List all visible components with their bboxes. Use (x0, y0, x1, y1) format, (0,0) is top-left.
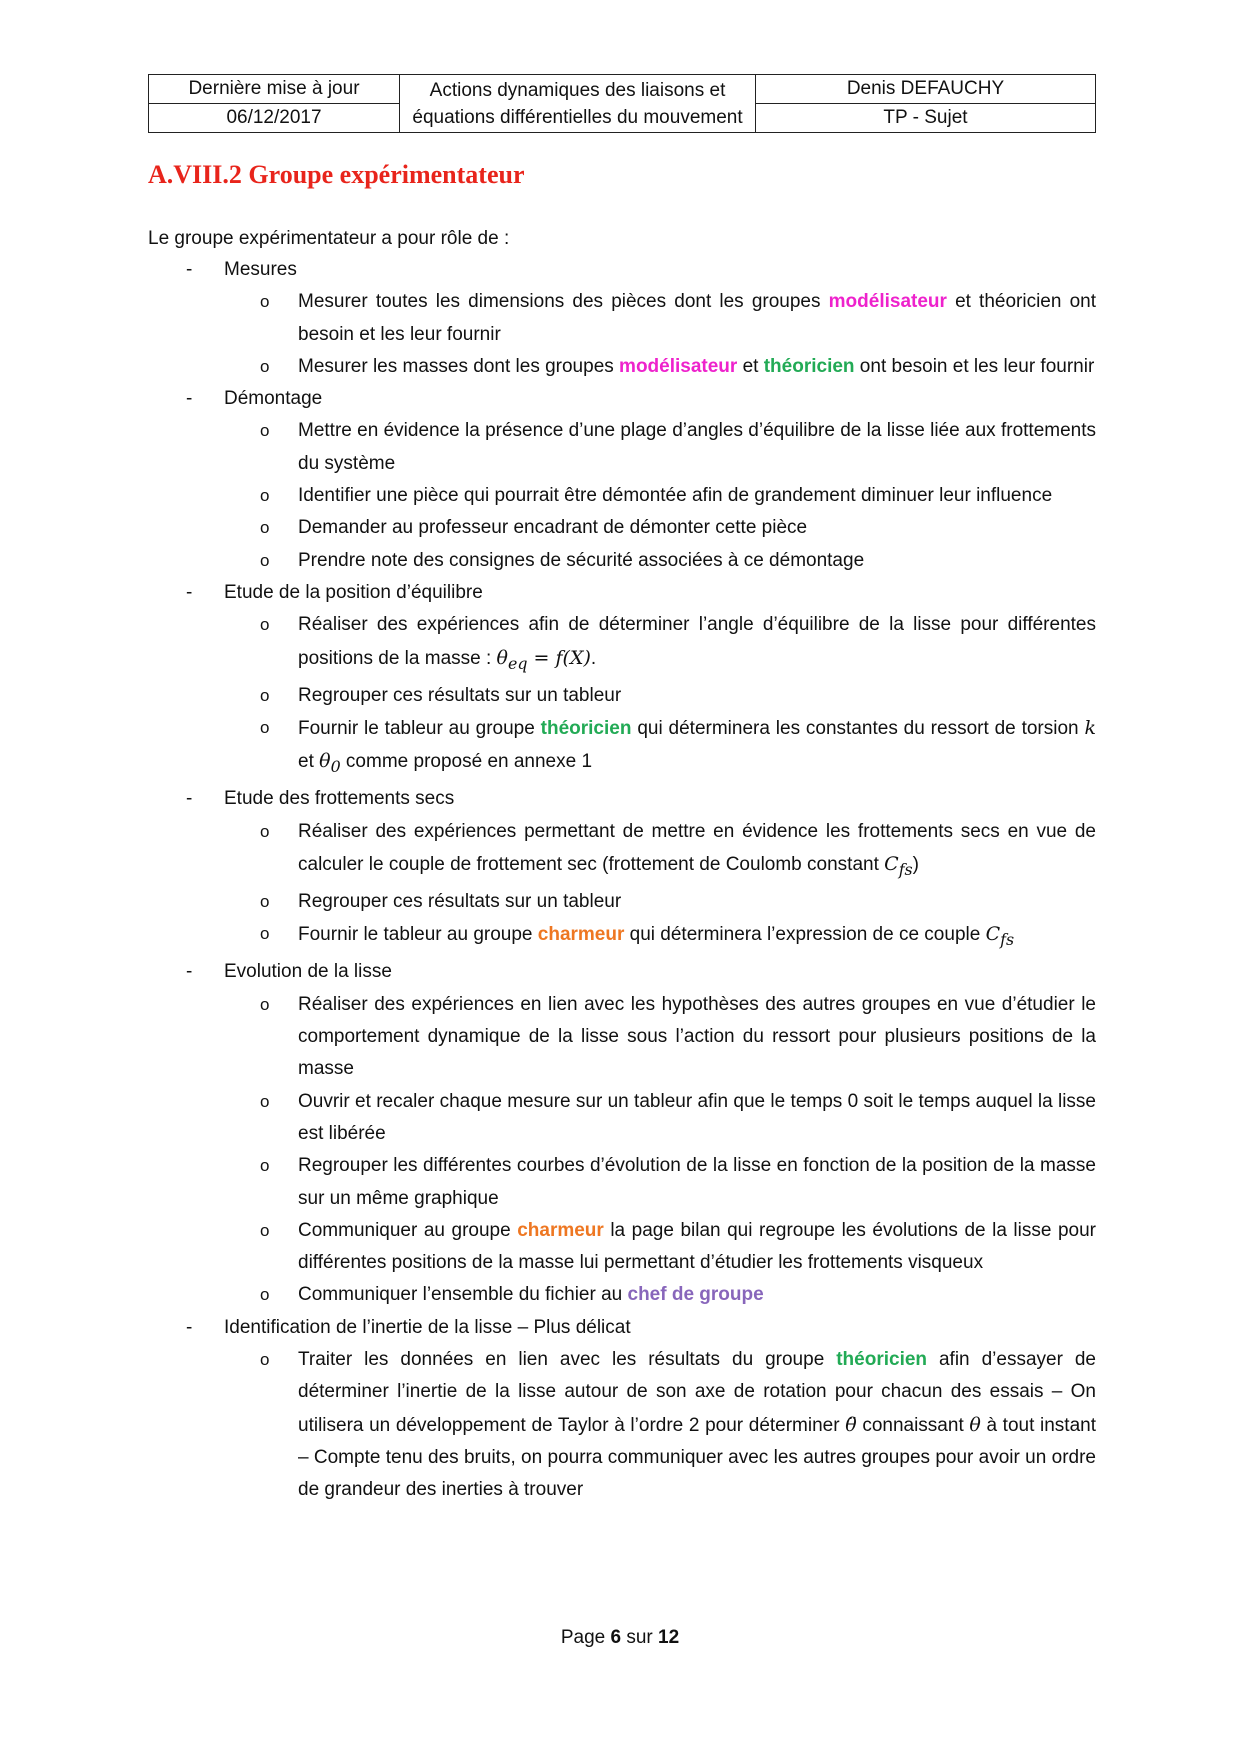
math-symbol: θ̈ (845, 1413, 857, 1436)
topic (148, 783, 1096, 815)
list-item (148, 918, 1096, 956)
last-update-date: 06/12/2017 (149, 104, 400, 133)
bullet-circle-icon: o (260, 994, 270, 1014)
item-text: afin d’essayer de déterminer l’inertie de la lisse autour de son axe de rotation pour chacun des essais – On utilisera un développement de Taylor à l’ordre 2 pour déterminer (298, 1348, 1096, 1436)
item-text: Regrouper ces résultats sur un tableur (298, 684, 622, 706)
math-symbol: = f(X) (527, 646, 591, 669)
bullet-circle-icon: o (260, 550, 270, 570)
math-symbol: θ (319, 750, 331, 773)
item-text: Identifier une pièce qui pourrait être démontée afin de grandement diminuer leur influence (298, 485, 1053, 507)
total-pages: 12 (658, 1627, 680, 1648)
math-symbol: θ (496, 646, 508, 669)
task-list (148, 254, 1096, 1506)
math-symbol: θ (969, 1413, 981, 1436)
topic-dash-marker: - (186, 788, 193, 810)
list-item (148, 1279, 1096, 1311)
list-item (148, 480, 1096, 512)
bullet-circle-icon: o (260, 356, 270, 376)
document-title (400, 75, 756, 133)
topic-title: Etude des frottements secs (224, 788, 455, 810)
item-text: et (737, 355, 764, 377)
group-name-highlight: charmeur (517, 1219, 604, 1241)
bullet-circle-icon: o (260, 1220, 270, 1240)
section-title: A.VIII.2 Groupe expérimentateur (148, 160, 525, 189)
list-item (148, 286, 1096, 351)
list-item (148, 816, 1096, 886)
list-item (148, 1150, 1096, 1215)
bullet-circle-icon: o (260, 1091, 270, 1111)
topic-title: Evolution de la lisse (224, 961, 392, 983)
group-name-highlight: modélisateur (828, 291, 947, 313)
item-text: et théoricien ont besoin et les leur fournir (298, 291, 1097, 345)
topic-dash-marker: - (186, 259, 193, 280)
topic (148, 383, 1096, 415)
item-text: Communiquer au groupe (298, 1219, 518, 1241)
bullet-circle-icon: o (260, 421, 270, 441)
bullet-circle-icon: o (260, 615, 270, 635)
list-item (148, 545, 1096, 577)
item-text: Prendre note des consignes de sécurité associées à ce démontage (298, 549, 865, 571)
of-label: sur (626, 1627, 653, 1648)
item-text: Fournir le tableur au groupe (298, 924, 538, 946)
topic-dash-marker: - (186, 388, 193, 410)
intro-text: Le groupe expérimentateur a pour rôle de : (148, 228, 510, 249)
item-text: la page bilan qui regroupe les évolutions de la lisse pour différentes positions de la masse lui permettant d’étudier les frottements visqueux (298, 1219, 1096, 1274)
list-item (148, 609, 1096, 679)
document-type: TP - Sujet (756, 104, 1096, 133)
item-text: Mettre en évidence la présence d’une plage d’angles d’équilibre de la lisse liée aux frottements du système (298, 420, 1096, 474)
item-text: . (590, 647, 597, 669)
item-text: Mesurer les masses dont les groupes (298, 355, 620, 377)
bullet-circle-icon: o (260, 1349, 270, 1369)
topic (148, 254, 1096, 286)
item-text: Mesurer toutes les dimensions des pièces dont les groupes (298, 291, 829, 313)
author-name: Denis DEFAUCHY (756, 75, 1096, 104)
group-name-highlight: théoricien (540, 717, 632, 739)
topic (148, 1312, 1096, 1344)
item-text: ont besoin et les leur fournir (854, 355, 1095, 377)
document-title-line1: Actions dynamiques des liaisons et (429, 79, 726, 101)
page-number: 6 (610, 1627, 622, 1648)
topic-title: Etude de la position d’équilibre (224, 581, 483, 603)
list-item (148, 512, 1096, 544)
bullet-circle-icon: o (260, 717, 270, 737)
topic (148, 956, 1096, 988)
item-text: comme proposé en annexe 1 (340, 751, 593, 773)
item-text: qui déterminera l’expression de ce couple (624, 924, 986, 946)
item-text: à tout instant – Compte tenu des bruits, on pourra communiquer avec les autres groupes pour avoir un ordre de grandeur des inerties à trouver (298, 1414, 1096, 1501)
item-text: Fournir le tableur au groupe (298, 717, 541, 739)
item-text: Réaliser des expériences afin de déterminer l’angle d’équilibre de la lisse pour différentes positions de la masse : (298, 614, 1096, 669)
group-name-highlight: chef de groupe (627, 1284, 764, 1306)
bullet-circle-icon: o (260, 1285, 270, 1305)
item-text: Communiquer l’ensemble du fichier au (298, 1284, 628, 1306)
item-text: qui déterminera les constantes du ressort de torsion (631, 717, 1085, 739)
topic-dash-marker: - (186, 961, 193, 983)
item-text: et (298, 751, 320, 773)
page-footer (0, 1627, 1240, 1649)
topic (148, 577, 1096, 609)
list-item (148, 989, 1096, 1086)
group-name-highlight: modélisateur (619, 355, 738, 377)
item-text: Ouvrir et recaler chaque mesure sur un tableur afin que le temps 0 soit le temps auquel la lisse est libérée (298, 1090, 1096, 1144)
topic-title: Identification de l’inertie de la lisse – Plus délicat (224, 1316, 631, 1338)
list-item (148, 1086, 1096, 1151)
math-symbol: C (985, 923, 1001, 946)
list-item (148, 680, 1096, 712)
list-item (148, 351, 1096, 383)
math-subscript: eq (508, 653, 528, 673)
bullet-circle-icon: o (260, 892, 270, 912)
topic-title: Démontage (224, 388, 323, 410)
topic-dash-marker: - (186, 1316, 193, 1338)
bullet-circle-icon: o (260, 486, 270, 506)
list-item (148, 1215, 1096, 1280)
last-update-label: Dernière mise à jour (149, 75, 400, 104)
document-header (148, 74, 1096, 133)
bullet-circle-icon: o (260, 924, 270, 944)
group-name-highlight: théoricien (763, 355, 855, 377)
math-subscript: fs (1000, 930, 1015, 950)
topic-title: Mesures (224, 259, 297, 280)
bullet-circle-icon: o (260, 821, 270, 841)
item-text: Regrouper ces résultats sur un tableur (298, 891, 622, 913)
item-text: Réaliser des expériences en lien avec les hypothèses des autres groupes en vue d’étudier le comportement dynamique de la lisse sous l’action du ressort pour plusieurs positions de la masse (298, 993, 1096, 1080)
item-text: Demander au professeur encadrant de démonter cette pièce (298, 517, 808, 539)
item-text: connaissant (856, 1414, 970, 1436)
list-item (148, 415, 1096, 480)
item-text: Regrouper les différentes courbes d’évolution de la lisse en fonction de la position de la masse sur un même graphique (298, 1155, 1096, 1209)
bullet-circle-icon: o (260, 292, 270, 312)
page-label: Page (560, 1627, 606, 1648)
list-item (148, 886, 1096, 918)
document-title-line2: équations différentielles du mouvement (412, 106, 743, 128)
math-symbol: k (1084, 716, 1096, 739)
math-subscript: fs (898, 859, 913, 879)
list-item (148, 1344, 1096, 1506)
bullet-circle-icon: o (260, 685, 270, 705)
list-item (148, 712, 1096, 783)
bullet-circle-icon: o (260, 1156, 270, 1176)
math-subscript: 0 (330, 757, 341, 777)
math-symbol: C (884, 852, 899, 875)
item-text: ) (912, 853, 919, 875)
group-name-highlight: charmeur (537, 924, 625, 946)
item-text: Réaliser des expériences permettant de mettre en évidence les frottements secs en vue de calculer le couple de frottement sec (frottement de Coulomb constant (298, 820, 1096, 875)
topic-dash-marker: - (186, 581, 193, 603)
group-name-highlight: théoricien (836, 1348, 928, 1370)
item-text: Traiter les données en lien avec les résultats du groupe (298, 1348, 837, 1370)
bullet-circle-icon: o (260, 518, 270, 538)
